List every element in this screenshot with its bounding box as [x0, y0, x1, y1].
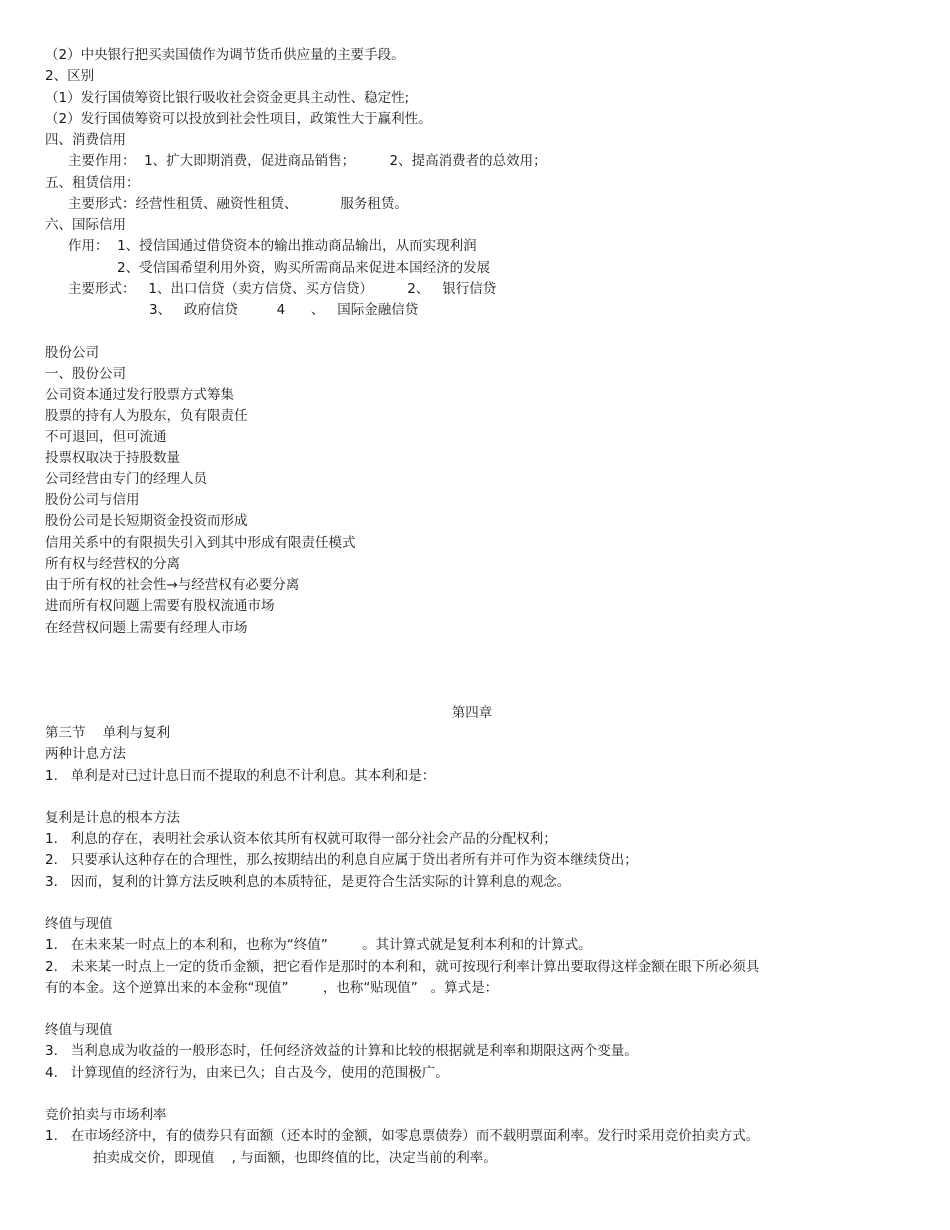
section-heading: 复利是计息的根本方法 — [45, 810, 180, 826]
text-line: 2、受信国希望利用外资，购买所需商品来促进本国经济的发展 — [117, 260, 491, 276]
text-line: 3. 因而，复利的计算方法反映利息的本质特征，是更符合生活实际的计算利息的观念。 — [45, 874, 571, 890]
text-line: （1）发行国债筹资比银行吸收社会资金更具主动性、稳定性; — [45, 90, 410, 106]
text-line: 两种计息方法 — [45, 746, 126, 762]
section-heading: 第三节 单利与复利 — [45, 725, 171, 741]
section-heading: 股份公司 — [45, 345, 99, 361]
text-line: 作用： 1、授信国通过借贷资本的输出推动商品输出，从而实现利润 — [68, 238, 477, 254]
text-line: 不可退回，但可流通 — [45, 429, 167, 445]
text-line: 四、消费信用 — [45, 132, 126, 148]
text-line: 1. 在市场经济中，有的债券只有面额（还本时的金额，如零息票债券）而不载明票面利率。发行时采用竞价拍卖方式。 — [45, 1128, 760, 1144]
text-line: 公司经营由专门的经理人员 — [45, 471, 207, 487]
section-heading: 竞价拍卖与市场利率 — [45, 1107, 167, 1123]
text-line: 1. 在未来某一时点上的本利和，也称为“终值” 。其计算式就是复利本利和的计算式。 — [45, 937, 592, 953]
text-line: 进而所有权问题上需要有股权流通市场 — [45, 598, 275, 614]
section-heading: 终值与现值 — [45, 1022, 113, 1038]
text-line: 股票的持有人为股东，负有限责任 — [45, 408, 248, 424]
text-line: 拍卖成交价，即现值 , 与面额，也即终值的比，决定当前的利率。 — [93, 1150, 497, 1166]
text-line: 2. 未来某一时点上一定的货币金额，把它看作是那时的本利和，就可按现行利率计算出要取得这样金额在眼下所必须具 — [45, 959, 760, 975]
text-line: 4. 计算现值的经济行为，由来已久；自古及今，使用的范围极广。 — [45, 1065, 449, 1081]
text-line: 一、股份公司 — [45, 366, 126, 382]
text-line: 公司资本通过发行股票方式筹集 — [45, 387, 234, 403]
text-line: 1. 单利是对已过计息日而不提取的利息不计利息。其本利和是： — [45, 768, 436, 784]
text-line: 主要作用： 1、扩大即期消费，促进商品销售； 2、提高消费者的总效用； — [68, 153, 547, 169]
text-line: 五、租赁信用： — [45, 175, 140, 191]
text-line: 2、区别 — [45, 68, 95, 84]
text-line: 2. 只要承认这种存在的合理性，那么按期结出的利息自应属于贷出者所有并可作为资本继续贷出； — [45, 852, 638, 868]
section-heading: 终值与现值 — [45, 916, 113, 932]
text-line: 股份公司与信用 — [45, 492, 140, 508]
text-line: 3、 政府信贷 4 、 国际金融信贷 — [149, 302, 419, 318]
text-line: 由于所有权的社会性→与经营权有必要分离 — [45, 577, 300, 593]
text-line: 3. 当利息成为收益的一般形态时，任何经济效益的计算和比较的根据就是利率和期限这两个变量。 — [45, 1043, 638, 1059]
text-line: （2）中央银行把买卖国债作为调节货币供应量的主要手段。 — [45, 47, 405, 63]
text-line: 所有权与经营权的分离 — [45, 556, 180, 572]
text-line: 信用关系中的有限损失引入到其中形成有限责任模式 — [45, 535, 356, 551]
text-line: 六、国际信用 — [45, 217, 126, 233]
text-line: 投票权取决于持股数量 — [45, 450, 180, 466]
text-line: 有的本金。这个逆算出来的本金称“现值” ，也称“贴现值” 。算式是： — [45, 980, 499, 996]
text-line: 在经营权问题上需要有经理人市场 — [45, 620, 248, 636]
text-line: 1. 利息的存在，表明社会承认资本依其所有权就可取得一部分社会产品的分配权利； — [45, 831, 557, 847]
chapter-title: 第四章 — [451, 705, 493, 721]
text-line: （2）发行国债筹资可以投放到社会性项目，政策性大于赢利性。 — [45, 111, 432, 127]
text-line: 主要形式：经营性租赁、融资性租赁、 服务租赁。 — [68, 196, 408, 212]
text-line: 股份公司是长短期资金投资而形成 — [45, 513, 248, 529]
text-line: 主要形式： 1、出口信贷（卖方信贷、买方信贷） 2、 银行信贷 — [68, 281, 497, 297]
